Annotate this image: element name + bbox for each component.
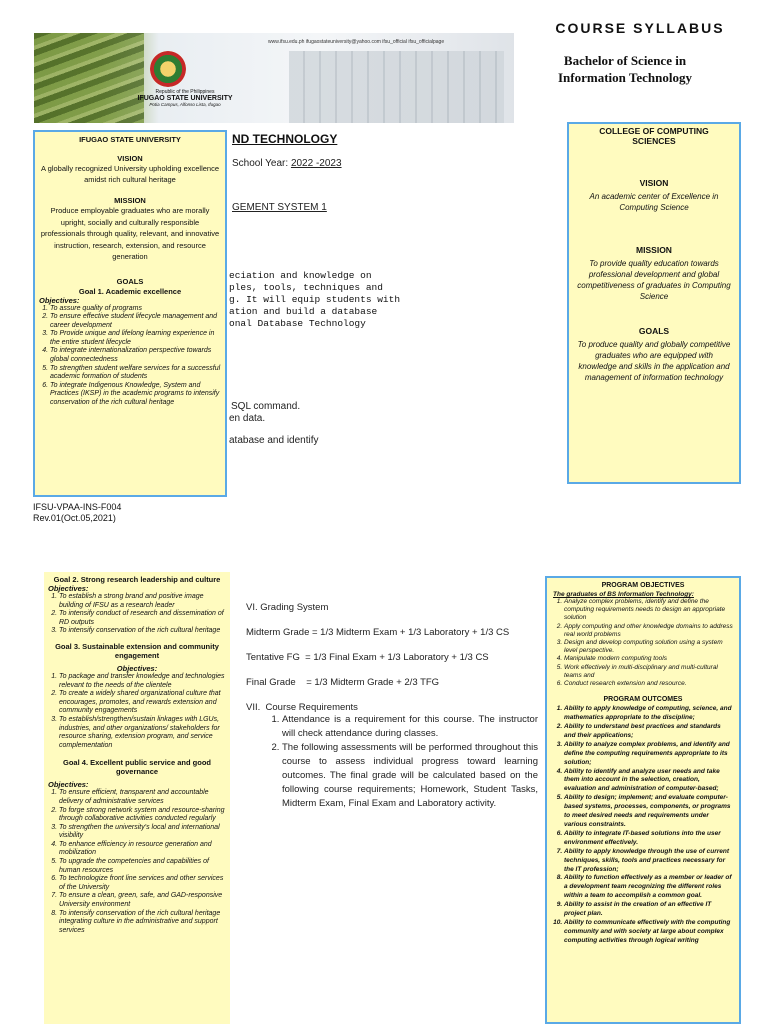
program-box xyxy=(545,576,741,1024)
ifsu-mission-heading: MISSION xyxy=(114,196,146,205)
ifsu-box-title: IFUGAO STATE UNIVERSITY xyxy=(79,135,181,144)
course-description-fragment xyxy=(229,270,400,330)
list-item: 2. Ability to understand best practices and standards and their applications; xyxy=(564,723,733,741)
ifsu-vmg-box xyxy=(33,130,227,497)
goal-1-objectives xyxy=(39,305,221,408)
college-heading-fragment: ND TECHNOLOGY xyxy=(232,132,338,146)
list-item: 2. Apply computing and other knowledge domains to address real world problems xyxy=(564,623,733,639)
degree-title xyxy=(520,52,730,86)
list-item: 3. To intensify conservation of the rich cultural heritage xyxy=(59,627,226,636)
list-item: 3. Design and develop computing solution using a system level perspective. xyxy=(564,639,733,655)
ccs-mission-heading: MISSION xyxy=(636,245,672,255)
desc-line: ation and build a database xyxy=(229,306,378,317)
list-item: 1. To ensure efficient, transparent and accountable delivery of administrative services xyxy=(59,789,226,806)
list-item: 1. To package and transfer knowledge and technologies relevant to the needs of the clientele xyxy=(59,673,226,690)
objectives-label: Objectives: xyxy=(39,295,80,305)
list-item: 4. To enhance efficiency in resource generation and mobilization xyxy=(59,841,226,858)
list-item: 10. Ability to communicate effectively with the computing community and with society at large about complex computing activities through logical writing xyxy=(564,919,733,946)
goal-4-objectives xyxy=(48,789,226,935)
school-year-label: School Year: xyxy=(232,158,291,169)
goal-1-heading: Goal 1. Academic excellence xyxy=(78,286,182,296)
campus-line: Potia Campus, Alfonso Lista, Ifugao xyxy=(149,102,221,107)
university-seal-icon xyxy=(150,51,186,87)
list-item: 7. To ensure a clean, green, safe, and GAD-responsive University environment xyxy=(59,892,226,909)
list-item: 3. To strengthen the university's local and international visibility xyxy=(59,824,226,841)
objectives-label: Objectives: xyxy=(48,780,89,790)
desc-line: g. It will equip students with xyxy=(229,294,401,305)
list-item: 6. To technologize front line services and other services of the University xyxy=(59,875,226,892)
ifsu-vision-text: A globally recognized University upholding excellence amidst rich cultural heritage xyxy=(40,164,220,184)
list-item: 5. To strengthen student welfare services for a successful academic formation of students xyxy=(50,365,221,382)
grading-heading: VI. Grading System xyxy=(246,602,329,613)
campus-building-image xyxy=(289,51,504,123)
republic-line: Republic of the Philippines xyxy=(155,89,215,95)
list-item: 2. To intensify conduct of research and dissemination of RD outputs xyxy=(59,610,226,627)
ccs-box-title: COLLEGE OF COMPUTING SCIENCES xyxy=(599,126,709,146)
midterm-formula: Midterm Grade = 1/3 Midterm Exam + 1/3 Laboratory + 1/3 CS xyxy=(246,627,510,638)
school-year xyxy=(232,158,342,169)
desc-line: ples, tools, techniques and xyxy=(229,282,383,293)
list-item: 7. Ability to apply knowledge through the use of current techniques, skills, tools and practices necessary for the IT profession; xyxy=(564,848,733,875)
list-item: 1. Attendance is a requirement for this course. The instructor will check attendance during classes. xyxy=(282,713,538,741)
ccs-vmg-box xyxy=(567,122,741,484)
list-item: 6. Conduct research extension and resource. xyxy=(564,680,733,688)
university-name-block xyxy=(130,89,240,107)
degree-line-2: Information Technology xyxy=(558,70,692,85)
form-code-line-2: Rev.01(Oct.05,2021) xyxy=(33,513,116,523)
school-year-value: 2022 -2023 xyxy=(290,158,342,169)
program-outcomes-heading: PROGRAM OUTCOMES xyxy=(603,696,683,704)
goal-2-objectives xyxy=(48,593,226,636)
contact-line: www.ifsu.edu.ph ifugaostateuniversity@yahoo.com ifsu_official ifsu_officialpage xyxy=(268,39,445,45)
list-item: 5. Work effectively in multi-disciplinary and multi-cultural teams and xyxy=(564,664,733,680)
grading-system-section xyxy=(246,602,546,727)
identify-fragment: atabase and identify xyxy=(229,435,319,446)
objectives-label: Objectives: xyxy=(116,663,158,673)
list-item: 1. To establish a strong brand and positive image building of IFSU as a research leader xyxy=(59,593,226,610)
ccs-goals-heading: GOALS xyxy=(638,326,670,336)
goal-3-objectives xyxy=(48,673,226,750)
list-item: 3. To establish/strengthen/sustain linkages with LGUs, industries, and other organizations/ stakeholders for resource sharing, extension program, and service complementation xyxy=(59,716,226,750)
ccs-mission-text: To provide quality education towards professional development and global competitiveness of graduates in Computing Science xyxy=(577,259,731,301)
goal-2-heading: Goal 2. Strong research leadership and culture xyxy=(53,575,221,584)
degree-line-1: Bachelor of Science in xyxy=(563,53,687,68)
list-item: 2. To forge strong network system and resource-sharing through collaborative activities conducted regularly xyxy=(59,807,226,824)
objectives-label: Objectives: xyxy=(48,584,89,593)
program-objectives-list xyxy=(553,598,733,688)
tentative-formula: Tentative FG = 1/3 Final Exam + 1/3 Laboratory + 1/3 CS xyxy=(246,652,489,663)
goal-4-heading: Goal 4. Excellent public service and good governance xyxy=(63,758,211,777)
program-intro: The graduates of BS Information Technology: xyxy=(553,591,694,598)
final-formula: Final Grade = 1/3 Midterm Grade + 2/3 TFG xyxy=(246,677,440,688)
list-item: 9. Ability to assist in the creation of an effective IT project plan. xyxy=(564,901,733,919)
ccs-goals-text: To produce quality and globally competitive graduates who are equipped with knowledge and skills in the application and management of information technology xyxy=(577,340,731,382)
list-item: 1. Ability to apply knowledge of computing, science, and mathematics appropriate to the discipline; xyxy=(564,705,733,723)
list-item: 8. Ability to function effectively as a member or leader of a development team recognizing the different roles within a team to accomplish a common goal. xyxy=(564,874,733,901)
program-objectives-heading: PROGRAM OBJECTIVES xyxy=(601,582,685,589)
list-item: 4. To integrate internationalization perspective towards global connectedness xyxy=(50,347,221,364)
data-fragment: en data. xyxy=(229,413,266,424)
ifsu-goals-heading: GOALS xyxy=(116,276,144,286)
list-item: 5. To upgrade the competencies and capabilities of human resources xyxy=(59,858,226,875)
course-title-fragment: GEMENT SYSTEM 1 xyxy=(232,202,327,213)
requirements-heading: VII. Course Requirements xyxy=(246,702,358,713)
ccs-vision-heading: VISION xyxy=(639,178,669,188)
list-item: 3. To Provide unique and lifelong learning experience in the entire student lifecycle xyxy=(50,330,221,347)
list-item: 4. Ability to identify and analyze user needs and take them into account in the selection, creation, evaluation and administration of computer-based; xyxy=(564,768,733,795)
list-item: 5. Ability to design; implement; and evaluate computer-based systems, processes, components, or programs to meet desired needs and requirements under various constraints. xyxy=(564,794,733,830)
sql-fragment: SQL command. xyxy=(231,401,301,412)
form-code xyxy=(33,502,121,524)
desc-line: onal Database Technology xyxy=(229,318,366,329)
university-banner xyxy=(34,33,514,123)
rice-terraces-image xyxy=(34,33,144,123)
list-item: 2. To ensure effective student lifecycle management and career development xyxy=(50,313,221,330)
list-item: 6. To integrate Indigenous Knowledge, System and Practices (IKSP) in the academic programs to intensify conservation of the rich cultural heritage xyxy=(50,382,221,408)
course-requirements-list xyxy=(262,713,538,811)
ifsu-vision-heading: VISION xyxy=(117,154,143,163)
form-code-line-1: IFSU-VPAA-INS-F004 xyxy=(33,502,122,512)
list-item: 3. Ability to analyze complex problems, and identify and define the computing requirements appropriate to its solution; xyxy=(564,741,733,768)
list-item: 1. Analyze complex problems, identify and define the computing requirements needs to design an appropriate solution xyxy=(564,598,733,623)
list-item: 2. To create a widely shared organizational culture that encourages, promotes, and rewards extension and community engagements xyxy=(59,690,226,716)
ifsu-mission-text: Produce employable graduates who are morally upright, socially and culturally responsible professionals through quality, relevant, and innovative instruction, research, extension, and resource generation xyxy=(40,206,220,261)
goal-3-heading: Goal 3. Sustainable extension and community engagement xyxy=(55,641,219,660)
course-syllabus-title: COURSE SYLLABUS xyxy=(555,20,725,36)
university-goals-box xyxy=(44,572,230,1024)
list-item: 8. To intensify conservation of the rich cultural heritage integrating culture in the administrative and support services xyxy=(59,910,226,936)
ccs-vision-text: An academic center of Excellence in Computing Science xyxy=(589,192,719,212)
program-outcomes-list xyxy=(553,705,733,945)
list-item: 4. Manipulate modern computing tools xyxy=(564,655,733,663)
list-item: 2. The following assessments will be performed throughout this course to assess individual progress toward learning outcomes. The final grade will be calculated based on the following course requirements; Homework, Student Tasks, Midterm Exam, Final Exam and Laboratory activity. xyxy=(282,741,538,811)
list-item: 6. Ability to integrate IT-based solutions into the user environment effectively. xyxy=(564,830,733,848)
list-item: 1. To assure quality of programs xyxy=(50,305,221,314)
desc-line: eciation and knowledge on xyxy=(229,270,372,281)
university-name: IFUGAO STATE UNIVERSITY xyxy=(137,95,233,102)
